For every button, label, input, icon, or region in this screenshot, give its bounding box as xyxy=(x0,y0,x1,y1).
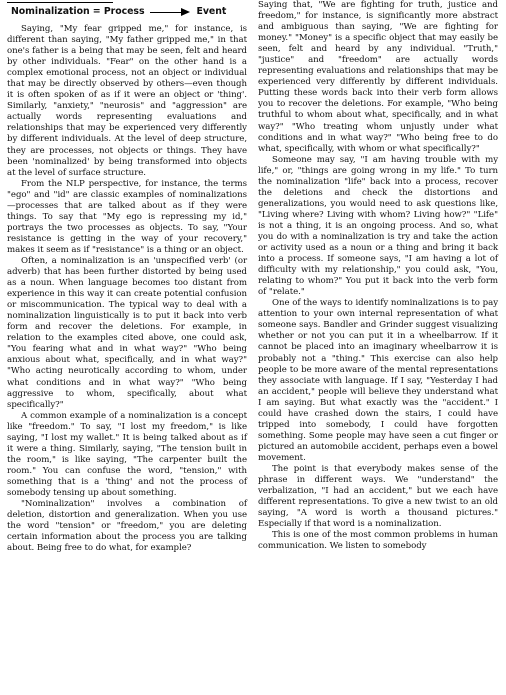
right-column xyxy=(258,0,498,552)
heading-left-text: Nominalization = Process xyxy=(11,6,145,18)
paragraph: This is one of the most common problems in human communication. We listen to somebody xyxy=(258,530,498,552)
heading-right-text: Event xyxy=(196,6,227,18)
paragraph: Someone may say, "I am having trouble with my life," or, "things are going wrong in my life." To turn the nominalization "life" back into a process, recover the deletions and check the distortions and generalizations, you would need to ask questions like, "Living where? Living with whom? Living how?" "Life" is not a thing, it is an ongoing process. And so, what you do with a nominalization is try and take the action or activity used as a noun or a thing and bring it back into a process. If someone says, "I am having a lot of difficulty with my relationship," you could ask, "You, relating to whom?" You put it back into the verb form of "relate." xyxy=(258,154,498,298)
paragraph: One of the ways to identify nominalizations is to pay attention to your own internal representation of what someone says. Bandler and Grinder suggest visualizing whether or not you can put it in a wheelbarrow. If it cannot be placed into an imaginary wheelbarrow it is probably not a "thing." This exercise can also help people to be more aware of the mental representations they associate with language. If I say, "Yesterday I had an accident," people will believe they understand what I am saying. But what exactly was the "accident." I could have crashed down the stairs, I could have tripped into somebody, I could have forgotten something. Some people may have seen a cut finger or pictured an automobile accident, perhaps even a bowel movement. xyxy=(258,298,498,463)
paragraph-continued: Saying that, "We are fighting for truth, justice and freedom," for instance, is significantly more abstract and ambiguous than saying, "We are fighting for money." "Money" is a specific object that may easily be seen, felt and heard by any individual. "Truth," "justice" and "freedom" are actually words representing evaluations and relationships that may be experienced very differently by different individuals. Putting these words back into their verb form allows you to recover the deletions. For example, "Who being truthful to whom about what, specifically, and in what way?" "Who treating whom unjustly under what conditions and in what way?" "Who being free to do what, specifically, with whom or what specifically?" xyxy=(258,0,498,154)
paragraph: Often, a nominalization is an 'unspecified verb' (or adverb) that has been further distorted by being used as a noun. When language becomes too distant from experience in this way it can create potential confusion or miscommunication. The typical way to deal with a nominalization linguistically is to put it back into verb form and recover the deletions. For example, in relation to the examples cited above, one could ask, "You fearing what and in what way?" "Who being anxious about what, specifically, and in what way?" "Who acting neurotically according to whom, under what conditions and in what way?" "Who being aggressive to whom, specifically, about what specifically?" xyxy=(7,255,247,410)
left-column xyxy=(7,0,247,554)
paragraph: The point is that everybody makes sense of the phrase in different ways. We "understand" the verbalization, "I had an accident," but we each have different representations. To give a new twist to an old saying, "A word is worth a thousand pictures." Especially if that word is a nominalization. xyxy=(258,463,498,530)
right-arrow-icon xyxy=(150,8,190,16)
section-heading xyxy=(7,0,247,24)
paragraph: A common example of a nominalization is a concept like "freedom." To say, "I lost my freedom," is like saying, "I lost my wallet." It is being talked about as if it were a thing. Similarly, saying, "The tension built in the room," is like saying, "The carpenter built the room." You can confuse the word, "tension," with something that is a 'thing' and not the process of somebody tensing up about something. xyxy=(7,410,247,498)
paragraph: "Nominalization" involves a combination of deletion, distortion and generalization. When you use the word "tension" or "freedom," you are deleting certain information about the process you are talking about. Being free to do what, for example? xyxy=(7,499,247,554)
paragraph: Saying, "My fear gripped me," for instance, is different than saying, "My father gripped me," in that one's father is a being that may be seen, felt and heard by other individuals. "Fear" on the other hand is a complex emotional process, not an object or individual that may be directly observed by others—even though it is often spoken of as if it were an object or 'thing'. Similarly, "anxiety," "neurosis" and "aggression" are actually words representing evaluations and relationships that may be experienced very differently by different individuals. At the level of deep structure, they are processes, not objects or things. They have been 'nominalized' by being transformed into objects at the level of surface structure. xyxy=(7,24,247,178)
paragraph: From the NLP perspective, for instance, the terms "ego" and "id" are classic examples of nominalizations—processes that are talked about as if they were things. To say that "My ego is repressing my id," portrays the two processes as objects. To say, "Your resistance is getting in the way of your recovery," makes it seem as if "resistance" is a thing or an object. xyxy=(7,178,247,255)
